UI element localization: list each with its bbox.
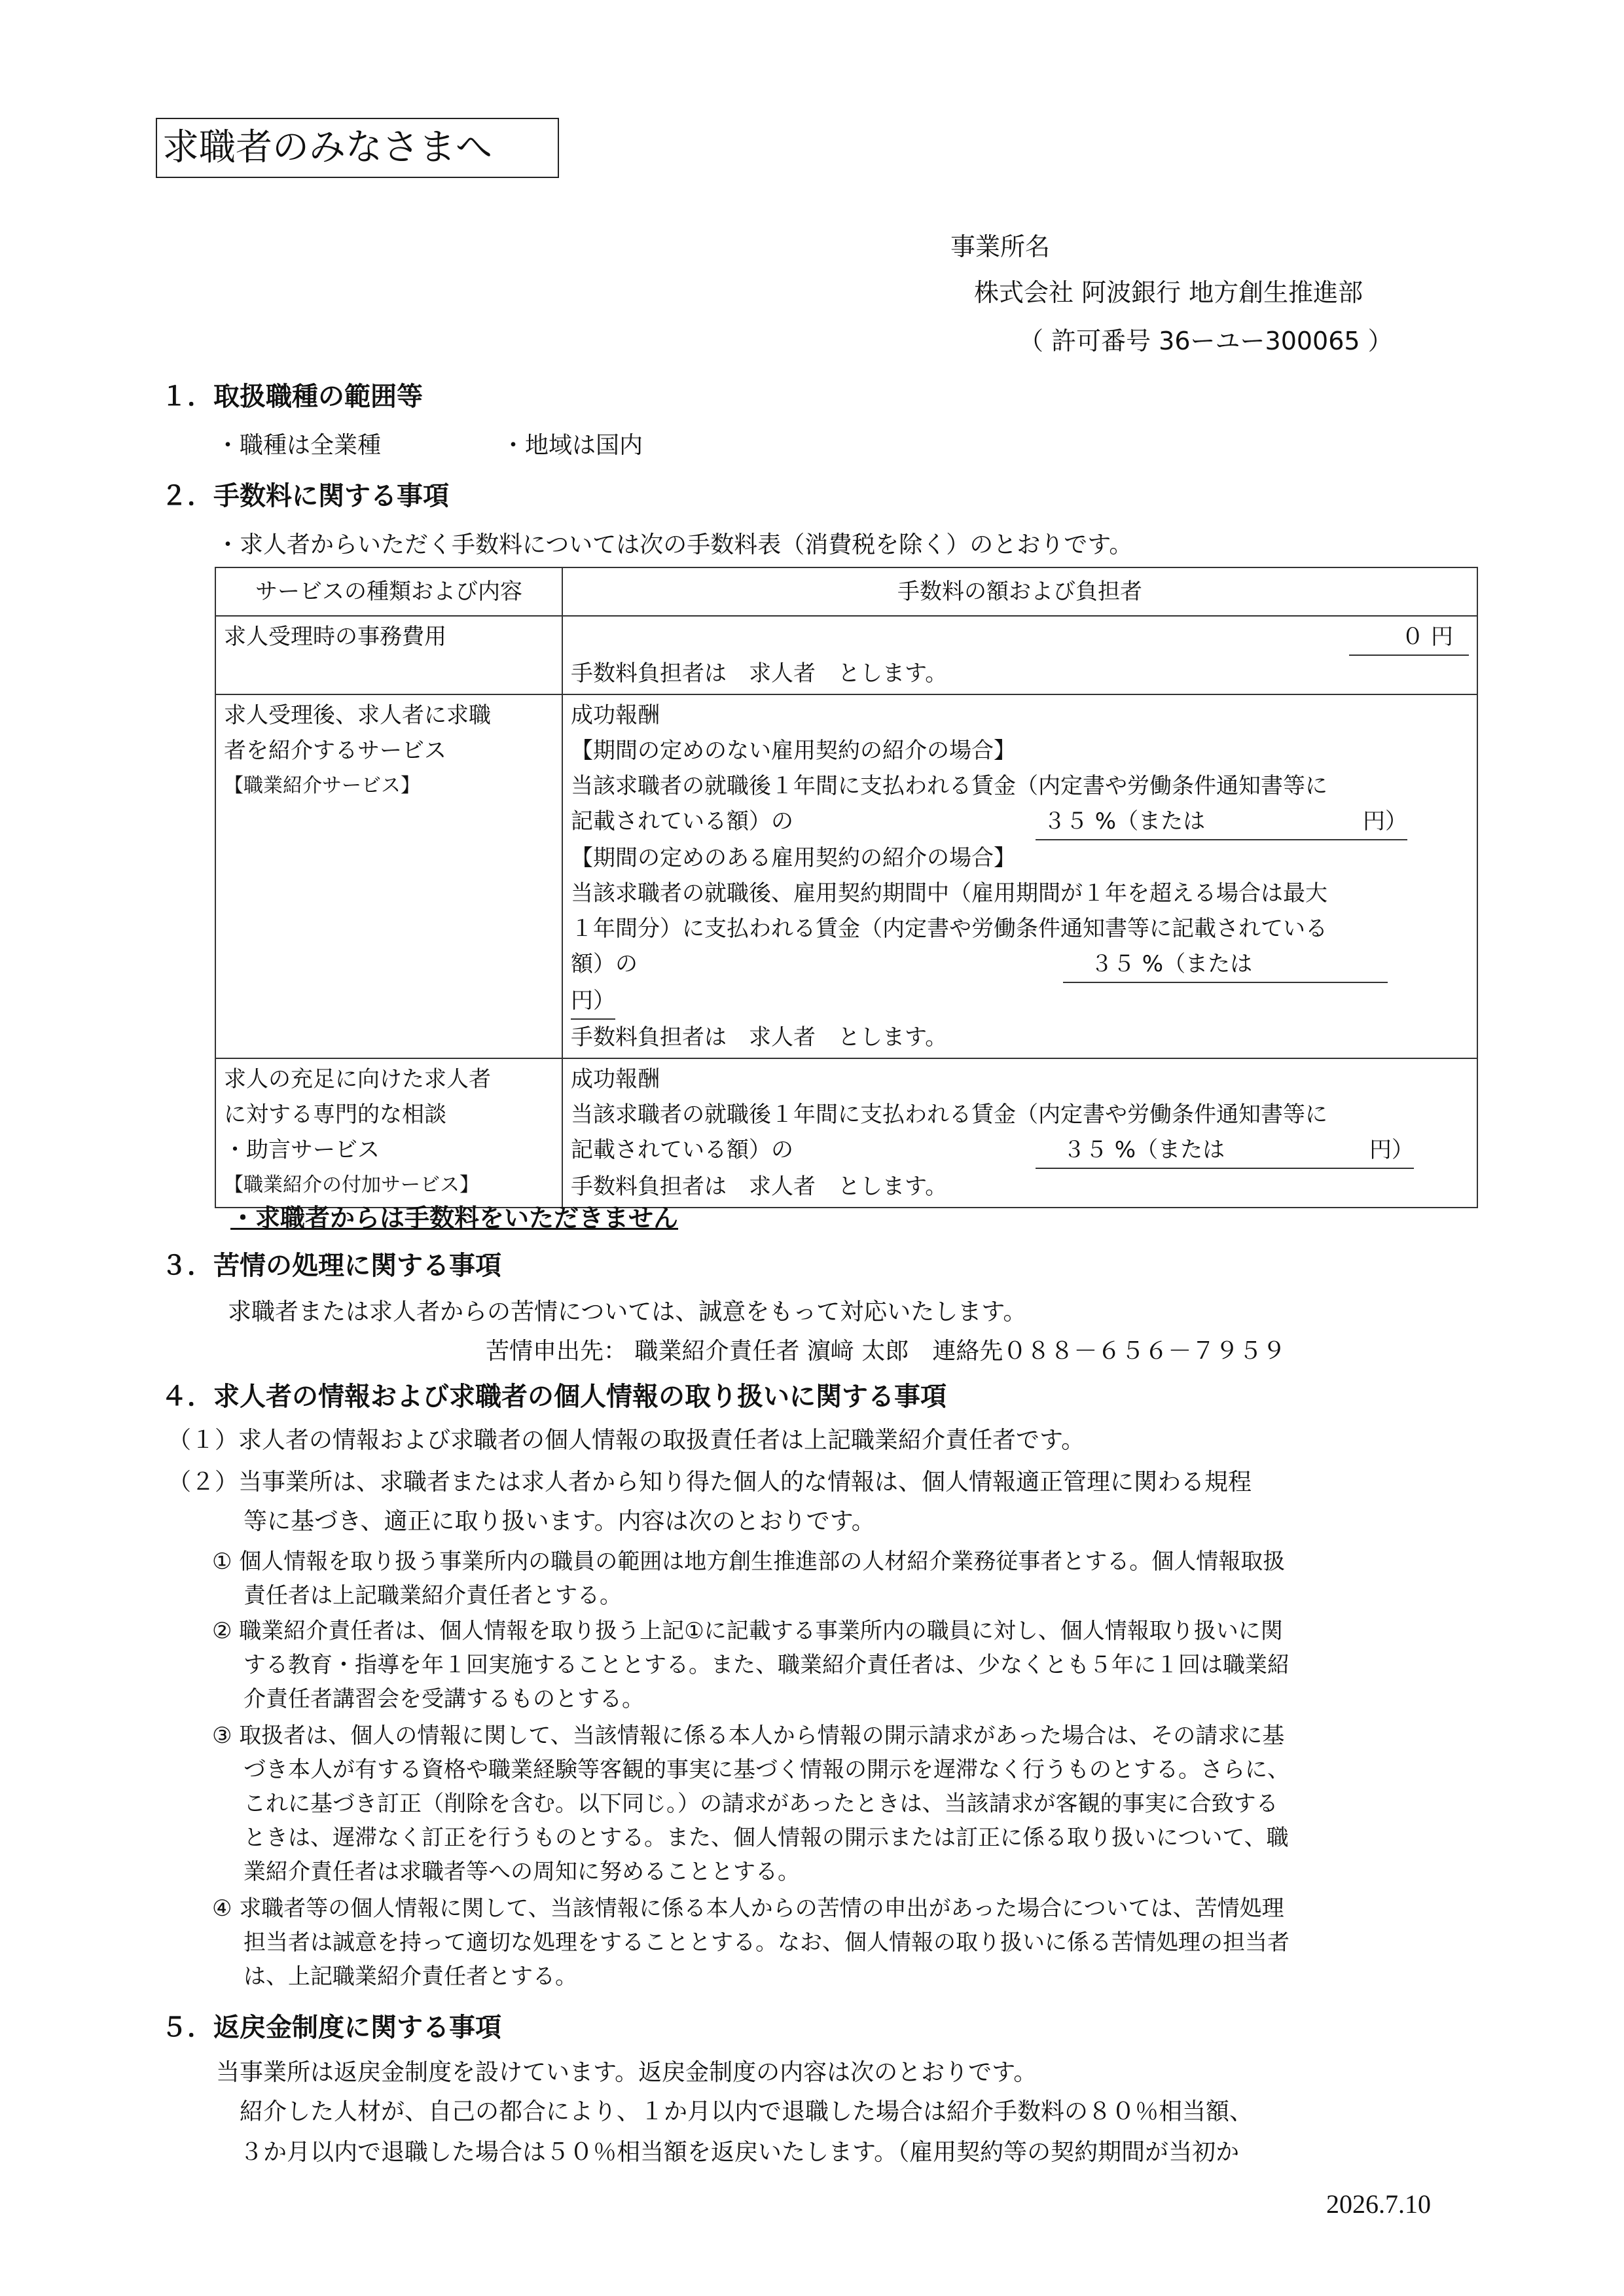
section4-heading: ４．求人者の情報および求職者の個人情報の取り扱いに関する事項 <box>161 1382 947 1412</box>
section4-paragraph: （２）当事業所は、求職者または求人者から知り得た個人的な情報は、個人情報適正管理に関わる規程 <box>168 1469 1252 1496</box>
office-name: 株式会社 阿波銀行 地方創生推進部 <box>974 278 1363 307</box>
fee-text: 当該求職者の就職後１年間に支払われる賃金（内定書や労働条件通知書等に <box>571 1102 1327 1128</box>
service-category: 【職業紹介サービス】 <box>224 774 420 797</box>
table-header-row <box>215 567 1477 616</box>
service-name: 者を紹介するサービス <box>224 738 446 764</box>
fee-rate-line <box>571 804 1469 840</box>
section2-heading: ２．手数料に関する事項 <box>161 481 449 511</box>
section1-heading: １．取扱職種の範囲等 <box>161 382 423 412</box>
fee-table <box>215 567 1478 1208</box>
fee-payer: 手数料負担者は 求人者 とします。 <box>571 1174 948 1200</box>
jobseeker-no-fee-note: ・求職者からは手数料をいただきません <box>230 1204 679 1232</box>
section2-intro: ・求人者からいただく手数料については次の手数料表（消費税を除く）のとおりです。 <box>216 531 1133 558</box>
clause-line: する教育・指導を年１回実施することとする。また、職業紹介責任者は、少なくとも５年に１回は職業紹 <box>244 1652 1290 1678</box>
complaint-contact: 苦情申出先： 職業紹介責任者 濵﨑 太郎 連絡先０８８－６５６－７９５９ <box>486 1338 1286 1365</box>
document-date: 2026.7.10 <box>1326 2189 1431 2219</box>
section5-text: 当事業所は返戻金制度を設けています。返戻金制度の内容は次のとおりです。 <box>216 2059 1038 2086</box>
fee-payer: 手数料負担者は 求人者 とします。 <box>571 660 948 687</box>
section5-heading: ５．返戻金制度に関する事項 <box>161 2013 501 2043</box>
fee-rate-yen: 円） <box>571 983 615 1020</box>
fee-cell <box>562 616 1477 694</box>
fee-cell <box>562 694 1477 1058</box>
fee-rate-value: ３５ %（または <box>1091 951 1253 977</box>
fee-text: 当該求職者の就職後、雇用契約期間中（雇用期間が１年を超える場合は最大 <box>571 880 1327 906</box>
fee-rate <box>1036 804 1407 840</box>
fee-rate-yen: 円） <box>1363 808 1407 834</box>
permit-number: （ 許可番号 36ーユー300065 ） <box>1019 327 1393 355</box>
section1-item-region: ・地域は国内 <box>501 432 643 459</box>
clause-line: 介責任者講習会を受講するものとする。 <box>244 1686 644 1712</box>
fee-text: １年間分）に支払われる賃金（内定書や労働条件通知書等に記載されている <box>571 916 1327 942</box>
fee-rate-line <box>571 946 1469 983</box>
clause-line: ② 職業紹介責任者は、個人情報を取り扱う上記①に記載する事業所内の職員に対し、個人情報取り扱いに関 <box>212 1618 1283 1644</box>
fee-amount-line <box>571 619 1469 656</box>
fee-text: 額）の <box>571 951 638 977</box>
service-cell <box>215 616 562 694</box>
section4-clause-4 <box>212 1892 1290 1994</box>
section3-text: 求職者または求人者からの苦情については、誠意をもって対応いたします。 <box>228 1299 1027 1325</box>
clause-line: ③ 取扱者は、個人の情報に関して、当該情報に係る本人から情報の開示請求があった場合は、その請求に基 <box>212 1723 1285 1749</box>
table-header-service: サービスの種類および内容 <box>215 567 562 616</box>
service-name: 求人受理後、求人者に求職 <box>224 702 491 728</box>
fee-text: 記載されている額）の <box>571 1137 793 1163</box>
office-label: 事業所名 <box>950 232 1051 261</box>
service-cell <box>215 694 562 1058</box>
fee-rate-line <box>571 1132 1469 1169</box>
table-row <box>215 616 1477 694</box>
section4-clause-1 <box>212 1545 1285 1613</box>
service-cell <box>215 1058 562 1208</box>
section4-paragraph: （１）求人者の情報および求職者の個人情報の取扱責任者は上記職業紹介責任者です。 <box>168 1427 1085 1454</box>
fee-type: 成功報酬 <box>571 702 660 728</box>
clause-line: づき本人が有する資格や職業経験等客観的事実に基づく情報の開示を遅滞なく行うものとする。さらに、 <box>244 1757 1290 1783</box>
section5-text: ３か月以内で退職した場合は５０％相当額を返戻いたします。（雇用契約等の契約期間が当初か <box>240 2139 1240 2166</box>
fee-amount: ０ 円 <box>1349 619 1469 656</box>
fee-rate <box>1063 946 1388 983</box>
section5-text: 紹介した人材が、自己の都合により、１か月以内で退職した場合は紹介手数料の８０％相当額、 <box>240 2098 1254 2125</box>
fee-rate-value: ３５ %（または <box>1043 808 1206 834</box>
service-name: 求人の充足に向けた求人者 <box>224 1066 491 1092</box>
clause-line: 担当者は誠意を持って適切な処理をすることとする。なお、個人情報の取り扱いに係る苦情処理の担当者 <box>244 1929 1290 1956</box>
fee-rate-value: ３５ %（または <box>1063 1137 1225 1163</box>
clause-line: 責任者は上記職業紹介責任者とする。 <box>244 1583 622 1609</box>
fee-case-heading: 【期間の定めのない雇用契約の紹介の場合】 <box>571 738 1016 764</box>
fee-text: 当該求職者の就職後１年間に支払われる賃金（内定書や労働条件通知書等に <box>571 773 1327 799</box>
page-title: 求職者のみなさまへ <box>156 118 559 178</box>
fee-cell <box>562 1058 1477 1208</box>
fee-case-heading: 【期間の定めのある雇用契約の紹介の場合】 <box>571 845 1016 871</box>
clause-line: これに基づき訂正（削除を含む。以下同じ。）の請求があったときは、当該請求が客観的事実に合致する <box>244 1791 1278 1817</box>
service-category: 【職業紹介の付加サービス】 <box>224 1174 479 1196</box>
service-name: に対する専門的な相談 <box>224 1102 446 1128</box>
section4-clause-2 <box>212 1614 1290 1716</box>
service-name: 求人受理時の事務費用 <box>224 624 446 650</box>
fee-rate-yen-line <box>571 983 1469 1020</box>
table-row <box>215 1058 1477 1208</box>
fee-payer: 手数料負担者は 求人者 とします。 <box>571 1024 948 1050</box>
fee-rate-yen: 円） <box>1369 1137 1414 1163</box>
section4-paragraph: 等に基づき、適正に取り扱います。内容は次のとおりです。 <box>244 1508 875 1535</box>
clause-line: は、上記職業紹介責任者とする。 <box>244 1964 577 1990</box>
clause-line: ① 個人情報を取り扱う事業所内の職員の範囲は地方創生推進部の人材紹介業務従事者とする。個人情報取扱 <box>212 1549 1286 1575</box>
section4-clause-3 <box>212 1719 1290 1889</box>
section3-heading: ３．苦情の処理に関する事項 <box>161 1251 501 1281</box>
fee-text: 記載されている額）の <box>571 808 793 834</box>
service-name: ・助言サービス <box>224 1137 380 1163</box>
clause-line: ④ 求職者等の個人情報に関して、当該情報に係る本人からの苦情の申出があった場合については、苦情処理 <box>212 1895 1284 1922</box>
clause-line: 業紹介責任者は求職者等への周知に努めることとする。 <box>244 1859 800 1885</box>
table-header-fee: 手数料の額および負担者 <box>562 567 1477 616</box>
fee-type: 成功報酬 <box>571 1066 660 1092</box>
table-row <box>215 694 1477 1058</box>
section1-item-occupation: ・職種は全業種 <box>216 432 382 459</box>
fee-rate <box>1036 1132 1414 1169</box>
clause-line: ときは、遅滞なく訂正を行うものとする。また、個人情報の開示または訂正に係る取り扱いについて、職 <box>244 1825 1289 1851</box>
